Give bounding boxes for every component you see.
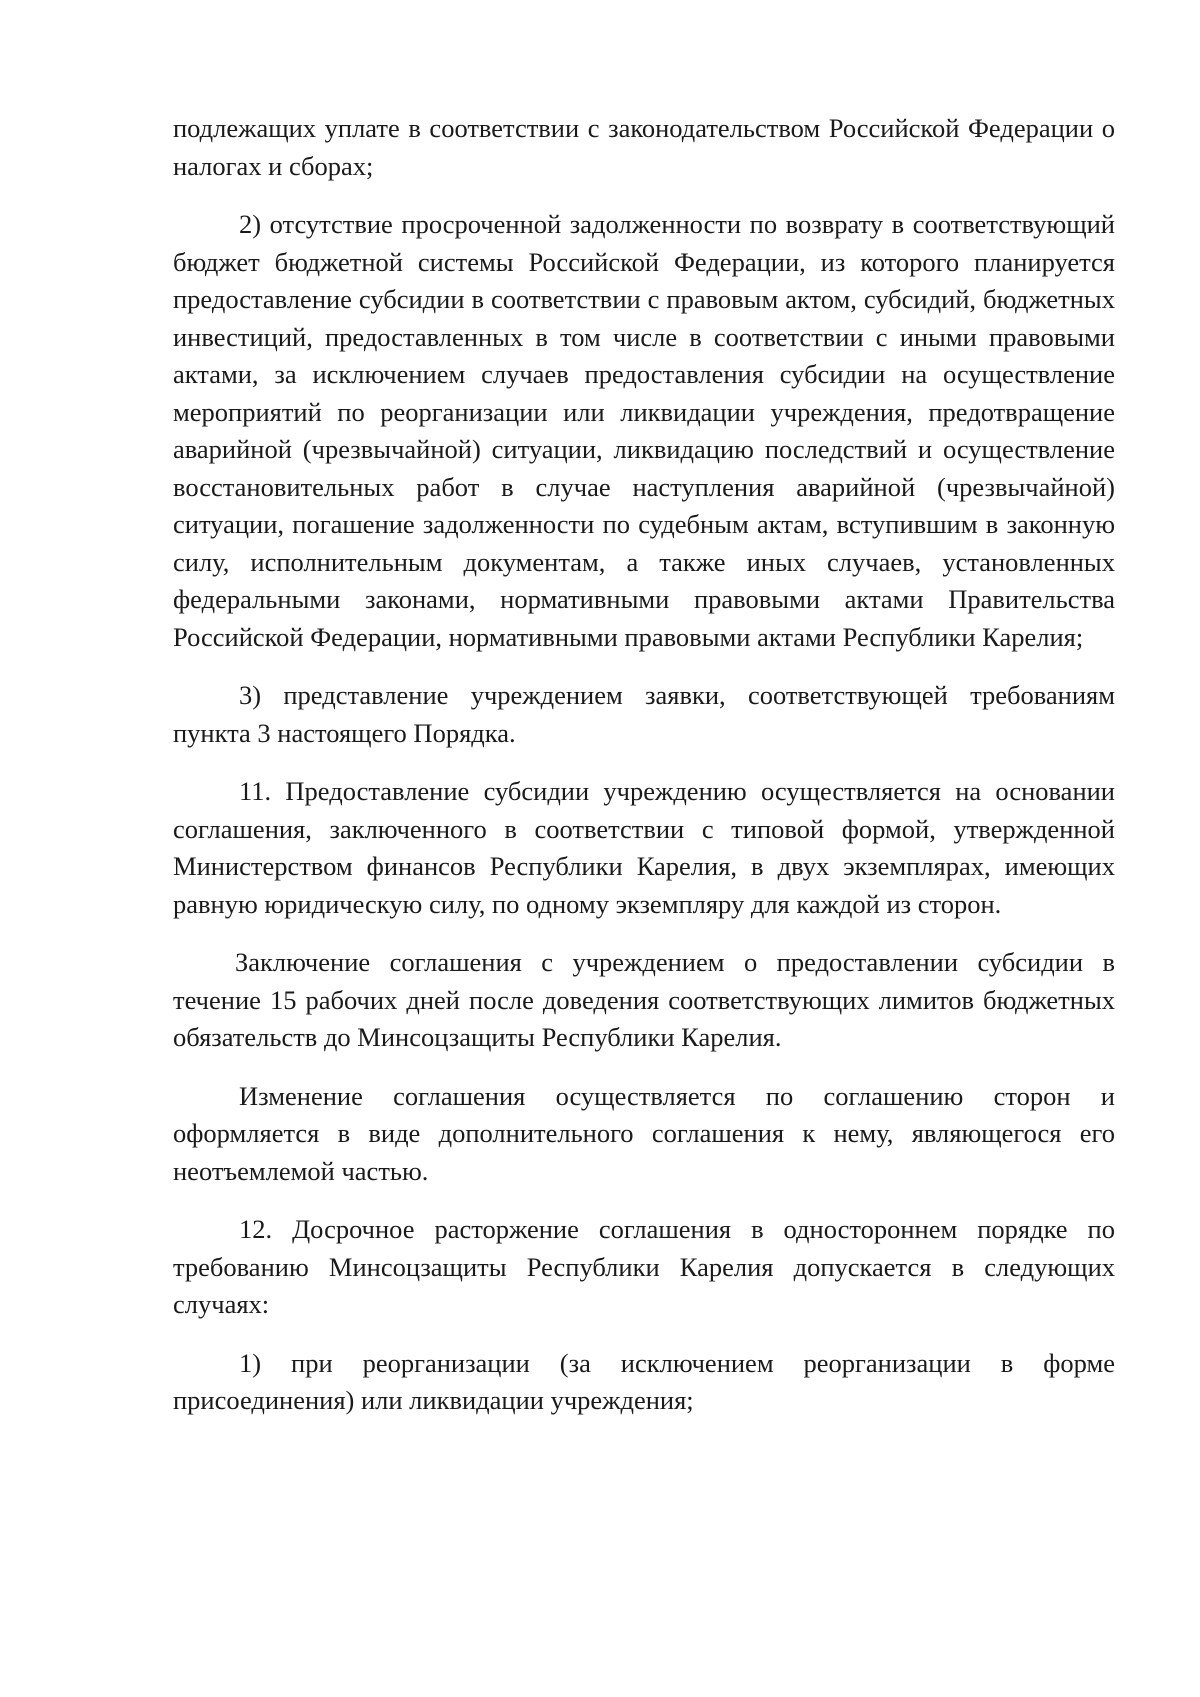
paragraph-continuation: подлежащих уплате в соответствии с законодательством Российской Федерации о налогах и сборах; xyxy=(173,113,1115,181)
paragraph-agreement-change: Изменение соглашения осуществляется по соглашению сторон и оформляется в виде дополнительного соглашения к нему, являющегося его неотъемлемой частью. xyxy=(173,1080,1115,1186)
paragraph-clause-12-item-1: 1) при реорганизации (за исключением реорганизации в форме присоединения) или ликвидации учреждения; xyxy=(173,1347,1115,1415)
paragraph-item-3: 3) представление учреждением заявки, соответствующей требованиям пункта 3 настоящего Порядка. xyxy=(173,680,1115,748)
paragraph-clause-12: 12. Досрочное расторжение соглашения в одностороннем порядке по требованию Минсоцзащиты Республики Карелия допускается в следующих случаях: xyxy=(173,1214,1115,1319)
paragraph-clause-11: 11. Предоставление субсидии учреждению осуществляется на основании соглашения, заключенного в соответствии с типовой формой, утвержденной Министерством финансов Республики Карелия, в двух экземплярах, имеющих равную юридическую силу, по одному экземпляру для каждой из сторон. xyxy=(173,776,1115,919)
paragraph-agreement-conclusion: Заключение соглашения с учреждением о предоставлении субсидии в течение 15 рабочих дней после доведения соответствующих лимитов бюджетных обязательств до Минсоцзащиты Республики Карелия. xyxy=(173,947,1115,1052)
paragraph-item-2: 2) отсутствие просроченной задолженности по возврату в соответствующий бюджет бюджетной системы Российской Федерации, из которого планируется предоставление субсидии в соответствии с правовым актом, субсидий, бюджетных инвестиций, предоставленных в том числе в соответствии с иными правовыми актами, за исключением случаев предоставления субсидии на осуществление мероприятий по реорганизации или ликвидации учреждения, предотвращение аварийной (чрезвычайной) ситуации, ликвидацию последствий и осуществление восстановительных работ в случае наступления аварийной (чрезвычайной) ситуации, погашение задолженности по судебным актам, вступившим в законную силу, исполнительным документам, а также иных случаев, установленных федеральными законами, нормативными правовыми актами Правительства Российской Федерации, нормативными правовыми актами Республики Карелия; xyxy=(173,209,1115,652)
